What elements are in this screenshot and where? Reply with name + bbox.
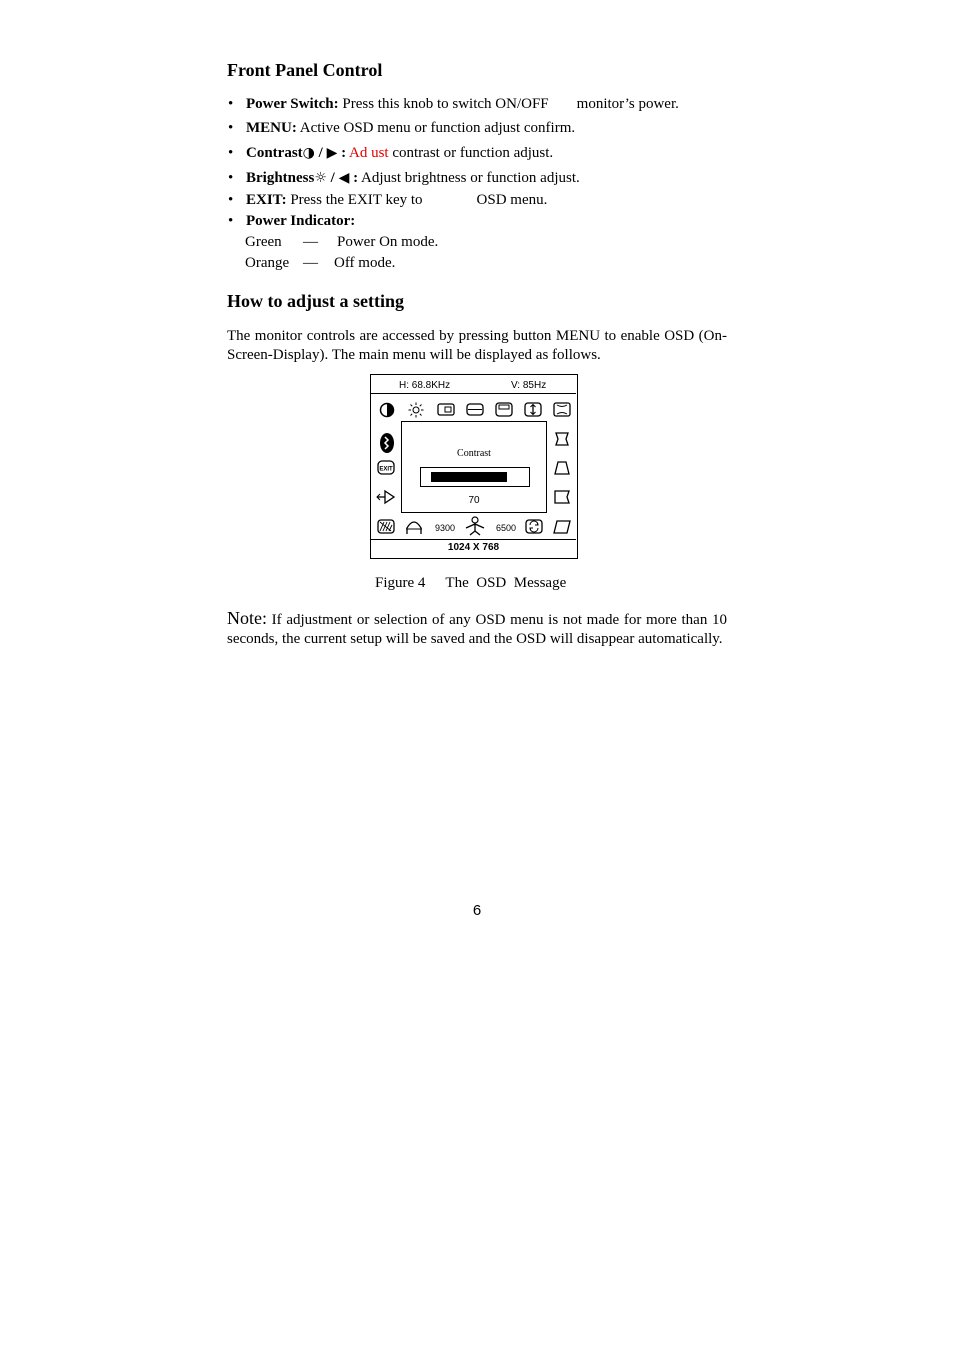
recall-icon[interactable] xyxy=(376,489,396,505)
figure-number: Figure 4 xyxy=(375,575,426,591)
bullet: • xyxy=(228,96,234,112)
osd-level-bar[interactable] xyxy=(420,467,530,487)
list-item-contrast xyxy=(228,145,553,162)
list-item-power-switch xyxy=(228,96,679,113)
item-text: contrast or function adjust. xyxy=(388,145,554,161)
item-label: EXIT: xyxy=(246,192,287,208)
exit-icon[interactable] xyxy=(377,460,395,476)
list-item-brightness xyxy=(228,170,580,187)
bullet: • xyxy=(228,213,234,229)
note-text: If adjustment or selection of any OSD menu is not made for more than 10 seconds, the current setup will be saved and the OSD will disappear automatically. xyxy=(227,612,727,647)
item-separator: / xyxy=(314,145,327,161)
item-label: Contrast xyxy=(246,145,303,161)
note-label: Note: xyxy=(227,608,267,628)
item-text-2: monitor’s power. xyxy=(576,96,679,112)
bullet: • xyxy=(228,192,234,208)
item-colon: : xyxy=(337,145,347,161)
contrast-icon: ◑ xyxy=(302,145,315,161)
item-separator: / xyxy=(326,170,339,186)
parallelogram-icon[interactable] xyxy=(553,520,571,534)
list-item-menu xyxy=(228,120,575,137)
trapezoid-icon[interactable] xyxy=(554,460,570,476)
section-title-front-panel: Front Panel Control xyxy=(227,60,383,80)
osd-level-fill xyxy=(431,472,507,482)
list-item-power-indicator xyxy=(228,213,355,230)
item-label: Power Indicator: xyxy=(246,213,356,229)
user-color-icon[interactable] xyxy=(464,516,486,536)
section-title-how-to-adjust: How to adjust a setting xyxy=(227,291,405,311)
osd-menu-icon[interactable] xyxy=(379,432,395,454)
osd-adjust-panel xyxy=(401,421,547,513)
osd-main-menu xyxy=(370,374,578,559)
figure-title: The OSD Message xyxy=(445,575,567,591)
trapezoid-top-icon[interactable] xyxy=(554,431,570,447)
indicator-dash: — xyxy=(303,234,318,250)
osd-temp-9300[interactable]: 9300 xyxy=(435,523,456,533)
item-text: Press the EXIT key to xyxy=(286,192,423,208)
item-text: Adjust brightness or function adjust. xyxy=(358,170,580,186)
osd-h-freq: H: 68.8KHz xyxy=(399,380,451,391)
indicator-dash: — xyxy=(303,255,318,271)
left-arrow-icon: ◀ xyxy=(338,170,350,186)
item-text: Press this knob to switch ON/OFF xyxy=(338,96,549,112)
brightness-icon: ☼ xyxy=(314,170,327,186)
figure-caption xyxy=(375,574,566,593)
indicator-mode: Off mode. xyxy=(334,255,396,271)
item-label: MENU xyxy=(246,120,292,136)
parallelogram-side-icon[interactable] xyxy=(554,489,570,505)
indicator-orange xyxy=(245,254,395,273)
degauss-icon[interactable] xyxy=(405,519,423,535)
h-size-icon[interactable] xyxy=(466,402,484,418)
item-colon: : xyxy=(291,120,297,136)
pincushion-icon[interactable] xyxy=(553,401,571,418)
item-text-2: OSD menu. xyxy=(476,192,548,208)
contrast-icon[interactable] xyxy=(379,402,395,418)
item-colon: : xyxy=(349,170,359,186)
brightness-icon[interactable] xyxy=(408,402,424,418)
item-text-red: Ad ust xyxy=(346,145,389,161)
osd-divider-bottom xyxy=(371,539,576,540)
bullet: • xyxy=(228,170,234,186)
indicator-green xyxy=(245,233,438,252)
item-label: Brightness xyxy=(246,170,315,186)
bullet: • xyxy=(228,120,234,136)
reset-icon[interactable] xyxy=(525,519,543,535)
indicator-color: Green xyxy=(245,234,282,250)
osd-resolution: 1024 X 768 xyxy=(447,542,500,553)
v-size-icon[interactable] xyxy=(524,401,542,418)
svg-text:EXIT: EXIT xyxy=(379,466,393,473)
bullet: • xyxy=(228,145,234,161)
h-position-icon[interactable] xyxy=(437,402,455,418)
item-text: Active OSD menu or function adjust confirm. xyxy=(296,120,576,136)
page-number: 6 xyxy=(472,902,482,919)
intro-paragraph: The monitor controls are accessed by pressing button MENU to enable OSD (On-Screen-Display). The main menu will be displayed as follows. xyxy=(227,328,727,363)
osd-level-value: 70 xyxy=(468,495,480,506)
list-item-exit xyxy=(228,192,547,209)
indicator-color: Orange xyxy=(245,255,290,271)
right-arrow-icon: ▶ xyxy=(326,145,338,161)
v-position-icon[interactable] xyxy=(495,401,513,418)
note-paragraph xyxy=(227,609,727,649)
moire-icon[interactable] xyxy=(377,519,395,535)
item-label: Power Switch: xyxy=(246,96,339,112)
indicator-mode: Power On mode. xyxy=(337,234,439,250)
osd-panel-label: Contrast xyxy=(457,448,491,459)
osd-v-freq: V: 85Hz xyxy=(511,380,547,391)
osd-divider xyxy=(371,393,576,394)
osd-temp-6500[interactable]: 6500 xyxy=(496,523,517,533)
